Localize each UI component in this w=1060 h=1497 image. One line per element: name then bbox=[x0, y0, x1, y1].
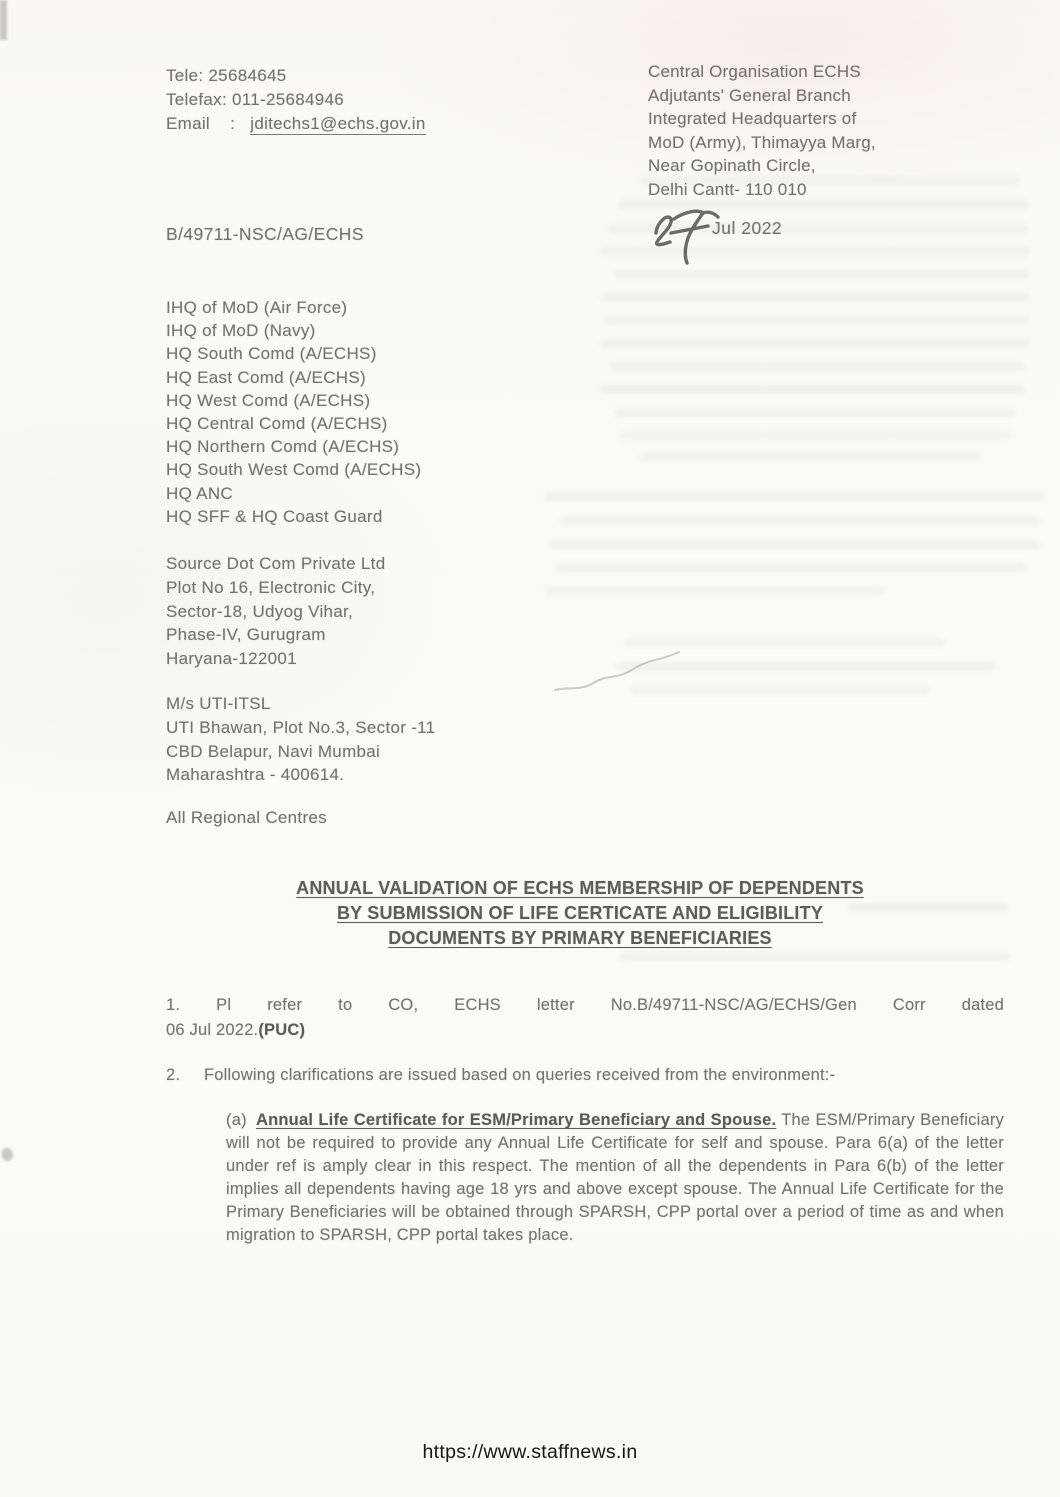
subject-line-3: DOCUMENTS BY PRIMARY BENEFICIARIES bbox=[388, 928, 772, 948]
recipient-line: HQ SFF & HQ Coast Guard bbox=[166, 506, 383, 526]
vendor-address-uti-itsl bbox=[166, 692, 435, 787]
organisation-address-block bbox=[648, 60, 876, 201]
scan-speck-artifact bbox=[2, 1148, 13, 1161]
recipient-line: HQ ANC bbox=[166, 483, 233, 503]
date-text: Jul 2022 bbox=[712, 218, 783, 238]
recipient-hq-list bbox=[166, 296, 421, 528]
telephone-line: Tele: 25684645 bbox=[166, 66, 287, 85]
address-line: Source Dot Com Private Ltd bbox=[166, 554, 386, 573]
email-separator: : bbox=[230, 114, 236, 133]
recipient-line: HQ South Comd (A/ECHS) bbox=[166, 344, 377, 364]
paragraph-1-line2: 06 Jul 2022. bbox=[166, 1021, 259, 1039]
org-address-line: Integrated Headquarters of bbox=[648, 109, 857, 128]
subject-line-2: BY SUBMISSION OF LIFE CERTICATE AND ELIGIBILITY bbox=[336, 903, 824, 923]
all-regional-centres-line: All Regional Centres bbox=[166, 808, 327, 827]
org-address-line: Near Gopinath Circle, bbox=[648, 156, 816, 175]
email-line bbox=[166, 112, 426, 136]
paragraph-2 bbox=[166, 1064, 1004, 1087]
contact-block bbox=[166, 64, 426, 136]
paragraph-1-line1: Pl refer to CO, ECHS letter No.B/49711-NSC/AG/ECHS/Gen Corr dated bbox=[216, 996, 1004, 1014]
paragraph-a-number: (a) bbox=[226, 1111, 247, 1129]
email-address: jditechs1@echs.gov.in bbox=[250, 114, 426, 133]
paragraph-a-heading: Annual Life Certificate for ESM/Primary Beneficiary and Spouse. bbox=[256, 1111, 777, 1129]
telefax-line: Telefax: 011-25684946 bbox=[166, 90, 345, 109]
scan-edge-artifact bbox=[0, 0, 7, 40]
recipient-line: IHQ of MoD (Navy) bbox=[166, 321, 316, 341]
address-line: UTI Bhawan, Plot No.3, Sector -11 bbox=[166, 717, 436, 737]
vendor-address-source-dot-com bbox=[166, 552, 385, 671]
email-label: Email bbox=[166, 114, 211, 133]
address-line: Haryana-122001 bbox=[166, 649, 297, 669]
paragraph-1-number: 1. bbox=[166, 996, 181, 1014]
org-address-line: Adjutants' General Branch bbox=[648, 85, 851, 105]
recipient-line: HQ South West Comd (A/ECHS) bbox=[166, 460, 422, 480]
subject-line-1: ANNUAL VALIDATION OF ECHS MEMBERSHIP OF DEPENDENTS bbox=[296, 878, 864, 898]
address-line: Maharashtra - 400614. bbox=[166, 765, 345, 785]
paragraph-1 bbox=[166, 994, 1004, 1042]
paragraph-2-number: 2. bbox=[166, 1066, 181, 1084]
subject-title bbox=[150, 876, 1010, 951]
puc-marker: (PUC) bbox=[258, 1021, 306, 1039]
address-line: Plot No 16, Electronic City, bbox=[166, 577, 376, 597]
recipient-line: HQ East Comd (A/ECHS) bbox=[166, 367, 366, 387]
paragraph-2-text: Following clarifications are issued based on queries received from the environment:- bbox=[204, 1066, 836, 1084]
recipient-line: HQ West Comd (A/ECHS) bbox=[166, 390, 371, 410]
recipient-line: HQ Northern Comd (A/ECHS) bbox=[166, 437, 400, 457]
address-line: M/s UTI-ITSL bbox=[166, 694, 271, 713]
footer-watermark-url: https://www.staffnews.in bbox=[422, 1441, 638, 1463]
pencil-squiggle-artifact bbox=[551, 646, 683, 698]
paragraph-a bbox=[226, 1109, 1004, 1247]
paragraph-a-text: The ESM/Primary Beneficiary will not be required to provide any Annual Life Certificate for self and spouse. Para 6(a) of the letter under ref is amply clear in this respect. The mention of all the dependents in Para 6(b) of the letter implies all dependents having age 18 yrs and above except spouse. The Annual Life Certificate for the Primary Beneficiaries will be obtained through SPARSH, CPP portal over a period of time as and when migration to SPARSH, CPP portal takes place. bbox=[226, 1111, 1004, 1244]
recipient-line: IHQ of MoD (Air Force) bbox=[166, 298, 348, 317]
address-line: Phase-IV, Gurugram bbox=[166, 625, 326, 645]
reference-number: B/49711-NSC/AG/ECHS bbox=[166, 224, 364, 244]
address-line: Sector-18, Udyog Vihar, bbox=[166, 601, 354, 621]
org-address-line: Central Organisation ECHS bbox=[648, 62, 861, 81]
recipient-line: HQ Central Comd (A/ECHS) bbox=[166, 414, 388, 434]
address-line: CBD Belapur, Navi Mumbai bbox=[166, 741, 381, 761]
org-address-line: MoD (Army), Thimayya Marg, bbox=[648, 132, 876, 152]
org-address-line: Delhi Cantt- 110 010 bbox=[648, 179, 807, 199]
